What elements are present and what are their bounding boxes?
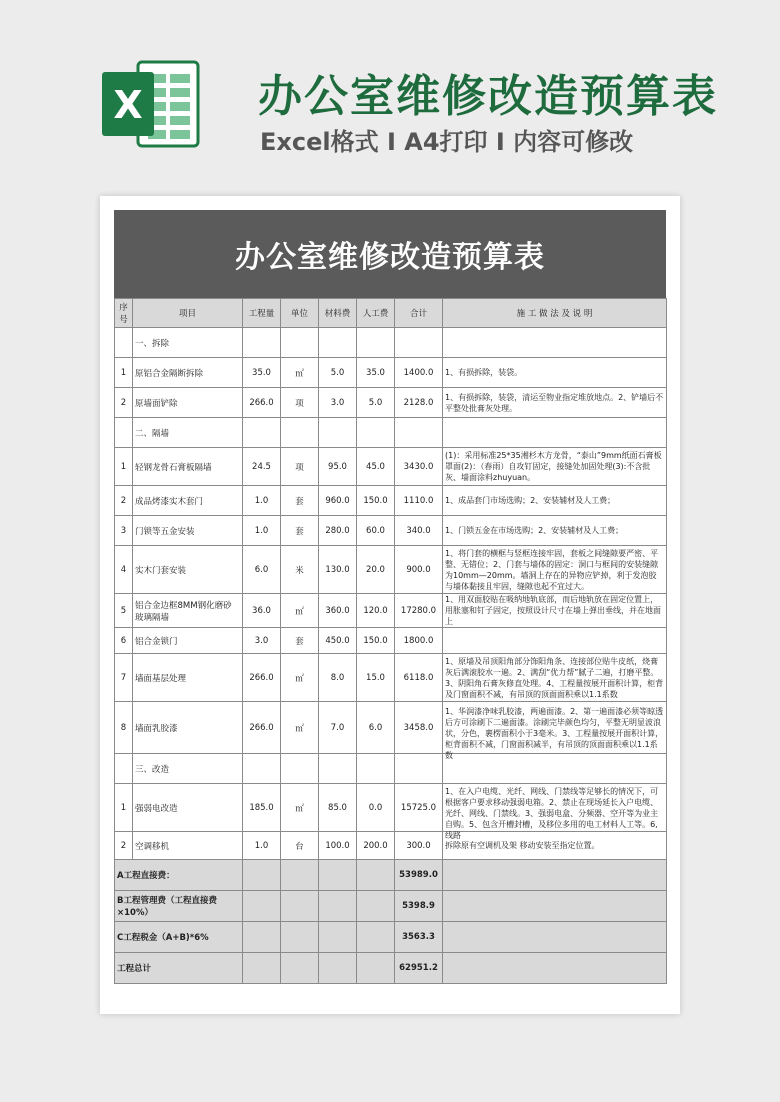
row-labor-cost: 60.0 <box>357 516 395 546</box>
row-item: 成品烤漆实木套门 <box>133 486 243 516</box>
table-cell <box>357 860 395 891</box>
table-cell <box>319 922 357 953</box>
row-labor-cost: 15.0 <box>357 654 395 702</box>
row-unit: 套 <box>281 486 319 516</box>
table-cell <box>243 328 281 358</box>
table-cell <box>243 891 281 922</box>
section-label: 二、隔墙 <box>133 418 243 448</box>
row-item: 实木门套安装 <box>133 546 243 594</box>
row-total: 15725.0 <box>395 784 443 832</box>
row-total: 1800.0 <box>395 628 443 654</box>
budget-table <box>114 298 667 984</box>
table-cell <box>395 754 443 784</box>
summary-row <box>115 953 667 984</box>
row-quantity: 266.0 <box>243 388 281 418</box>
row-material-cost: 960.0 <box>319 486 357 516</box>
row-unit: ㎡ <box>281 594 319 628</box>
summary-label: B工程管理费（工程直接费×10%） <box>115 891 243 922</box>
row-number: 7 <box>115 654 133 702</box>
row-number: 8 <box>115 702 133 754</box>
row-unit: ㎡ <box>281 358 319 388</box>
row-total: 1110.0 <box>395 486 443 516</box>
table-cell <box>281 328 319 358</box>
row-total: 1400.0 <box>395 358 443 388</box>
table-cell <box>115 418 133 448</box>
row-notes: 1、原墙及吊顶阳角部分饰阳角条、连接部位贴牛皮纸，烧膏灰后满滚胶水一遍。2、满刮“优力帮”腻子二遍，打磨平整。3、阴阳角石膏灰修直处理。4、工程量按展开面积计算，柜背及门窗面积不减，有吊顶的顶面面积乘以1.1系数 <box>445 656 664 699</box>
section-label: 一、拆除 <box>133 328 243 358</box>
row-labor-cost: 5.0 <box>357 388 395 418</box>
row-number: 1 <box>115 448 133 486</box>
row-number: 1 <box>115 358 133 388</box>
row-item: 铝合金锁门 <box>133 628 243 654</box>
row-notes-cell <box>443 594 667 628</box>
row-notes: 1、门锁五金在市场选购；2、安装辅材及人工费； <box>445 526 624 535</box>
row-notes: 1、用双面胶贴在吸纳地轨底部，而后地轨放在固定位置上，用胀塞和钉子固定，按照设计尺寸在墙上弹出垂线，并在地面上 <box>445 595 661 626</box>
table-row <box>115 516 667 546</box>
summary-value: 5398.9 <box>395 891 443 922</box>
row-labor-cost: 45.0 <box>357 448 395 486</box>
table-cell <box>243 953 281 984</box>
row-total: 6118.0 <box>395 654 443 702</box>
table-cell <box>243 922 281 953</box>
row-total: 2128.0 <box>395 388 443 418</box>
table-row <box>115 702 667 754</box>
row-material-cost: 360.0 <box>319 594 357 628</box>
table-cell <box>357 418 395 448</box>
row-quantity: 1.0 <box>243 516 281 546</box>
table-cell <box>319 953 357 984</box>
row-unit: 台 <box>281 832 319 860</box>
row-item: 原墙面铲除 <box>133 388 243 418</box>
summary-value: 62951.2 <box>395 953 443 984</box>
summary-label: A工程直接费： <box>115 860 243 891</box>
row-notes-cell <box>443 546 667 594</box>
col-header-item: 项目 <box>133 299 243 328</box>
row-quantity: 266.0 <box>243 702 281 754</box>
table-cell <box>243 754 281 784</box>
section-row <box>115 754 667 784</box>
table-cell <box>281 418 319 448</box>
row-material-cost: 7.0 <box>319 702 357 754</box>
row-material-cost: 280.0 <box>319 516 357 546</box>
table-row <box>115 388 667 418</box>
row-notes-cell <box>443 486 667 516</box>
row-notes-cell <box>443 628 667 654</box>
row-labor-cost: 35.0 <box>357 358 395 388</box>
row-notes: 1、有损拆除，装袋。 <box>445 368 523 377</box>
svg-text:X: X <box>113 83 143 127</box>
row-number: 1 <box>115 784 133 832</box>
row-number: 6 <box>115 628 133 654</box>
table-cell <box>395 328 443 358</box>
col-header-notes: 施 工 做 法 及 说 明 <box>443 299 667 328</box>
row-notes-cell <box>443 832 667 860</box>
row-number: 5 <box>115 594 133 628</box>
row-total: 300.0 <box>395 832 443 860</box>
row-item: 门锁等五金安装 <box>133 516 243 546</box>
row-total: 17280.0 <box>395 594 443 628</box>
table-cell <box>357 328 395 358</box>
row-labor-cost: 200.0 <box>357 832 395 860</box>
table-row <box>115 628 667 654</box>
col-header-labor: 人工费 <box>357 299 395 328</box>
summary-row <box>115 891 667 922</box>
row-labor-cost: 150.0 <box>357 628 395 654</box>
table-cell <box>115 754 133 784</box>
row-material-cost: 100.0 <box>319 832 357 860</box>
table-row <box>115 784 667 832</box>
row-number: 4 <box>115 546 133 594</box>
row-material-cost: 130.0 <box>319 546 357 594</box>
row-item: 铝合金边框8MM钢化磨砂玻璃隔墙 <box>133 594 243 628</box>
row-material-cost: 8.0 <box>319 654 357 702</box>
row-labor-cost: 0.0 <box>357 784 395 832</box>
table-row <box>115 832 667 860</box>
row-unit: 项 <box>281 448 319 486</box>
row-unit: 套 <box>281 628 319 654</box>
table-cell <box>319 891 357 922</box>
row-notes: 1、在入户电缆、光纤、网线、门禁线等足够长的情况下，可根据客户要求移动强弱电箱。2、禁止在现场延长入户电缆、光纤、网线、门禁线。3、强弱电盒、分频器、空开等为业主自购。5、包含开槽封槽，及移位多用的电工材料人工等。6,线路 <box>445 786 659 840</box>
banner-subtitle: Excel格式 I A4打印 I 内容可修改 <box>260 128 634 156</box>
table-cell <box>443 418 667 448</box>
row-notes-cell <box>443 654 667 702</box>
row-quantity: 35.0 <box>243 358 281 388</box>
row-item: 原铝合金隔断拆除 <box>133 358 243 388</box>
banner <box>0 0 780 190</box>
row-quantity: 1.0 <box>243 486 281 516</box>
col-header-unit: 单位 <box>281 299 319 328</box>
row-unit: ㎡ <box>281 702 319 754</box>
table-row <box>115 486 667 516</box>
row-total: 340.0 <box>395 516 443 546</box>
row-notes-cell <box>443 516 667 546</box>
table-cell <box>443 891 667 922</box>
row-quantity: 6.0 <box>243 546 281 594</box>
section-label: 三、改造 <box>133 754 243 784</box>
row-number: 2 <box>115 486 133 516</box>
row-unit: ㎡ <box>281 784 319 832</box>
table-cell <box>281 754 319 784</box>
table-cell <box>319 754 357 784</box>
table-cell <box>281 953 319 984</box>
table-row <box>115 358 667 388</box>
row-total: 3458.0 <box>395 702 443 754</box>
table-cell <box>443 922 667 953</box>
row-labor-cost: 150.0 <box>357 486 395 516</box>
row-material-cost: 3.0 <box>319 388 357 418</box>
section-row <box>115 328 667 358</box>
row-item: 墙面基层处理 <box>133 654 243 702</box>
row-notes-cell <box>443 448 667 486</box>
row-number: 2 <box>115 388 133 418</box>
row-material-cost: 85.0 <box>319 784 357 832</box>
table-cell <box>443 860 667 891</box>
row-item: 墙面乳胶漆 <box>133 702 243 754</box>
table-row <box>115 546 667 594</box>
banner-title: 办公室维修改造预算表 <box>258 71 718 122</box>
table-cell <box>281 860 319 891</box>
row-unit: ㎡ <box>281 654 319 702</box>
table-cell <box>319 328 357 358</box>
section-row <box>115 418 667 448</box>
budget-body <box>115 328 667 984</box>
table-cell <box>357 754 395 784</box>
row-number: 2 <box>115 832 133 860</box>
row-quantity: 185.0 <box>243 784 281 832</box>
summary-label: 工程总计 <box>115 953 243 984</box>
row-notes: 拆除原有空调机及架 移动安装至指定位置。 <box>445 841 600 850</box>
row-notes: (1)：采用标准25*35湘杉木方龙骨，“泰山”9mm纸面石膏板罩面(2)：（春雨）自攻钉固定，接缝处加固处理(3):不含批灰、墙面涂料zhuyuan。 <box>445 451 662 482</box>
summary-row <box>115 922 667 953</box>
row-unit: 米 <box>281 546 319 594</box>
table-cell <box>281 922 319 953</box>
col-header-total: 合计 <box>395 299 443 328</box>
table-cell <box>243 860 281 891</box>
row-quantity: 24.5 <box>243 448 281 486</box>
row-notes: 1、将门套的横框与竖框连接牢固，套板之间缝隙要严密、平整、无错位；2、门套与墙体的固定：洞口与框间的安装缝隙为10mm—20mm。墙洞上存在的异物应铲掉，利于发泡胶与墙体黏接且牢固，缝隙也起不宜过大。 <box>445 548 659 591</box>
table-cell <box>115 328 133 358</box>
row-notes: 1、成品套门市场选购；2、安装辅材及人工费； <box>445 496 616 505</box>
document-sheet <box>100 196 680 1014</box>
table-cell <box>395 418 443 448</box>
table-row <box>115 594 667 628</box>
row-material-cost: 95.0 <box>319 448 357 486</box>
row-item: 空调移机 <box>133 832 243 860</box>
row-notes: 1、有损拆除，装袋，清运至物业指定堆放地点。2、铲墙后不平整处批膏灰处理。 <box>445 392 664 413</box>
summary-value: 3563.3 <box>395 922 443 953</box>
row-unit: 套 <box>281 516 319 546</box>
excel-logo-icon <box>100 58 200 150</box>
row-quantity: 36.0 <box>243 594 281 628</box>
document-title: 办公室维修改造预算表 <box>114 210 666 298</box>
table-row <box>115 448 667 486</box>
table-cell <box>243 418 281 448</box>
row-labor-cost: 120.0 <box>357 594 395 628</box>
row-labor-cost: 6.0 <box>357 702 395 754</box>
row-notes: 1、华润漆净味乳胶漆，两遍面漆。2、第一遍面漆必须等晾透后方可涂刷下二遍面漆。涂刷完毕颜色均匀，平整无明显波浪状，分色，裹楞面积小于3毫米。3、工程量按展开面积计算，柜背面积不减，门窗面积减半，有吊顶的顶面面积乘以1.1系数 <box>445 706 664 760</box>
table-cell <box>443 953 667 984</box>
row-notes-cell <box>443 358 667 388</box>
table-cell <box>357 891 395 922</box>
table-cell <box>319 860 357 891</box>
row-item: 强弱电改造 <box>133 784 243 832</box>
row-material-cost: 5.0 <box>319 358 357 388</box>
row-item: 轻钢龙骨石膏板隔墙 <box>133 448 243 486</box>
row-quantity: 1.0 <box>243 832 281 860</box>
table-cell <box>443 754 667 784</box>
row-notes-cell <box>443 702 667 760</box>
table-header-row <box>115 299 667 328</box>
row-unit: 项 <box>281 388 319 418</box>
row-quantity: 3.0 <box>243 628 281 654</box>
row-material-cost: 450.0 <box>319 628 357 654</box>
row-notes-cell <box>443 784 667 840</box>
table-cell <box>357 922 395 953</box>
row-total: 3430.0 <box>395 448 443 486</box>
row-notes-cell <box>443 388 667 418</box>
row-quantity: 266.0 <box>243 654 281 702</box>
table-cell <box>357 953 395 984</box>
row-labor-cost: 20.0 <box>357 546 395 594</box>
table-cell <box>281 891 319 922</box>
col-header-no: 序号 <box>115 299 133 328</box>
table-row <box>115 654 667 702</box>
row-number: 3 <box>115 516 133 546</box>
col-header-quantity: 工程量 <box>243 299 281 328</box>
summary-row <box>115 860 667 891</box>
col-header-material: 材料费 <box>319 299 357 328</box>
table-cell <box>319 418 357 448</box>
summary-value: 53989.0 <box>395 860 443 891</box>
row-total: 900.0 <box>395 546 443 594</box>
summary-label: C工程税金（A+B)*6% <box>115 922 243 953</box>
table-cell <box>443 328 667 358</box>
